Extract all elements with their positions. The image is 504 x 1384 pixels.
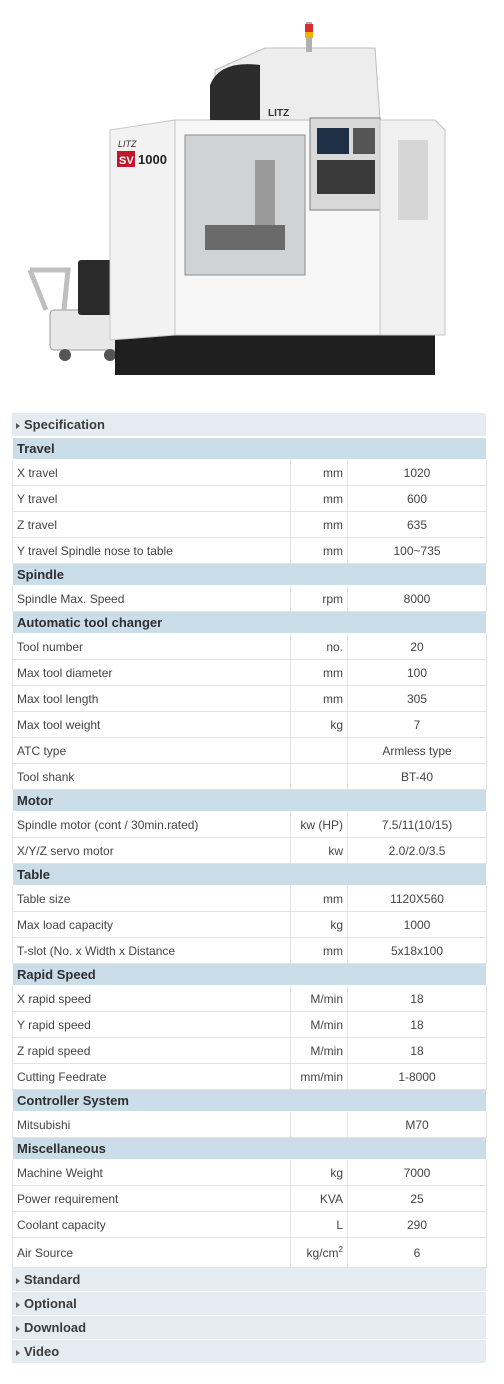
spec-container (12, 413, 486, 1364)
table-row: Spindle Max. Speed rpm 8000 (13, 586, 487, 612)
group-header-travel: Travel (13, 438, 487, 460)
table-row: Spindle motor (cont / 30min.rated) kw (HP) 7.5/11(10/15) (13, 812, 487, 838)
table-row: Tool shank BT-40 (13, 764, 487, 790)
table-row: T-slot (No. x Width x Distance mm 5x18x100 (13, 938, 487, 964)
table-row: Max load capacity kg 1000 (13, 912, 487, 938)
door-window (185, 135, 305, 275)
signal-yellow (305, 32, 313, 38)
table-row: Y rapid speed M/min 18 (13, 1012, 487, 1038)
group-header-rapid: Rapid Speed (13, 964, 487, 986)
spec-table (12, 437, 487, 1268)
group-header-misc: Miscellaneous (13, 1138, 487, 1160)
spindle (255, 160, 275, 225)
tool-cart (30, 260, 120, 361)
control-screen (317, 128, 349, 154)
table-row: Y travel mm 600 (13, 486, 487, 512)
group-header-spindle: Spindle (13, 564, 487, 586)
model-badge: SV (119, 155, 134, 167)
control-keys (353, 128, 375, 154)
table-row: X rapid speed M/min 18 (13, 986, 487, 1012)
table-row: Z travel mm 635 (13, 512, 487, 538)
table-row: Coolant capacity L 290 (13, 1212, 487, 1238)
table-row: Tool number no. 20 (13, 634, 487, 660)
table-row: Air Source $kg/cm^2$ 6 (13, 1238, 487, 1268)
table-row: Mitsubishi M70 (13, 1112, 487, 1138)
group-header-atc: Automatic tool changer (13, 612, 487, 634)
head-logo: LITZ (268, 108, 290, 119)
table-row: Max tool diameter mm 100 (13, 660, 487, 686)
table-row: X/Y/Z servo motor kw 2.0/2.0/3.5 (13, 838, 487, 864)
model-number: 1000 (138, 152, 167, 167)
brand-logo: LITZ (118, 139, 137, 149)
group-header-controller: Controller System (13, 1090, 487, 1112)
air-unit: $kg/cm^2$ (291, 1238, 348, 1268)
optional-tab[interactable]: Optional (12, 1292, 486, 1316)
download-tab[interactable]: Download (12, 1316, 486, 1340)
group-header-motor: Motor (13, 790, 487, 812)
table-row: ATC type Armless type (13, 738, 487, 764)
table-row: Z rapid speed M/min 18 (13, 1038, 487, 1064)
table-row: Cutting Feedrate mm/min 1-8000 (13, 1064, 487, 1090)
side-window (398, 140, 428, 220)
video-tab[interactable]: Video (12, 1340, 486, 1364)
signal-red (305, 24, 313, 32)
table-row: X travel mm 1020 (13, 460, 487, 486)
group-header-table: Table (13, 864, 487, 886)
specification-tab[interactable]: Specification (12, 413, 486, 437)
table-row: Y travel Spindle nose to table mm 100~735 (13, 538, 487, 564)
table-row: Max tool length mm 305 (13, 686, 487, 712)
arrow-right-icon (16, 1278, 20, 1284)
machine-base (115, 330, 435, 375)
machine-photo (20, 10, 450, 400)
arrow-right-icon (16, 1302, 20, 1308)
table-row: Table size mm 1120X560 (13, 886, 487, 912)
standard-tab[interactable]: Standard (12, 1268, 486, 1292)
arrow-right-icon (16, 1326, 20, 1332)
work-table (205, 225, 285, 250)
table-row: Power requirement KVA 25 (13, 1186, 487, 1212)
table-row: Machine Weight kg 7000 (13, 1160, 487, 1186)
arrow-right-icon (16, 423, 20, 429)
arrow-right-icon (16, 1350, 20, 1356)
control-buttons (317, 160, 375, 194)
table-row: Max tool weight kg 7 (13, 712, 487, 738)
